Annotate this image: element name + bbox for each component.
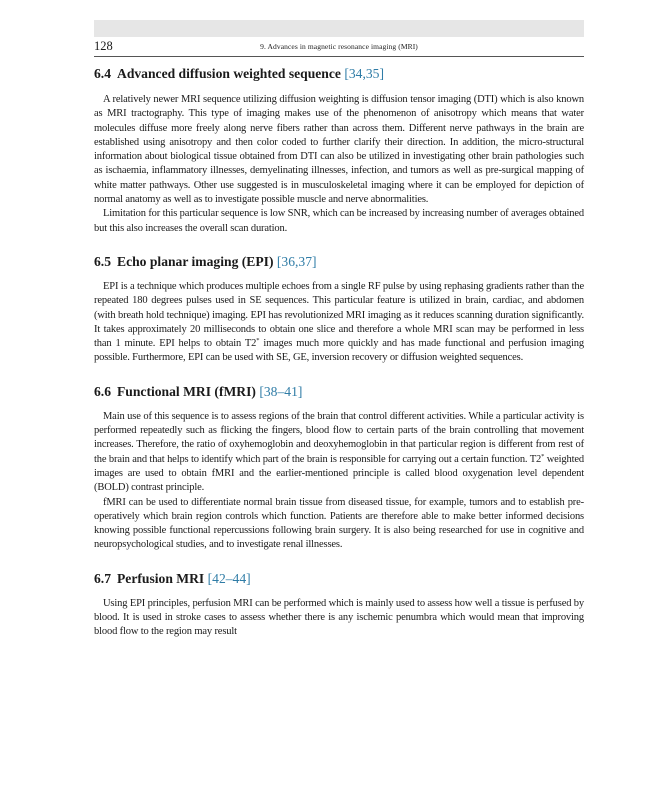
section-functional-mri (94, 383, 584, 553)
running-head: 9. Advances in magnetic resonance imaging (MRI) (260, 42, 418, 51)
section-echo-planar (94, 253, 584, 366)
section-number: 6.7 (94, 570, 111, 586)
section-heading (94, 253, 584, 271)
section-number: 6.6 (94, 383, 111, 399)
section-citation[interactable]: [38–41] (259, 383, 303, 399)
section-citation[interactable]: [42–44] (207, 570, 251, 586)
section-advanced-diffusion (94, 65, 584, 236)
section-heading (94, 383, 584, 401)
section-perfusion-mri (94, 570, 584, 640)
section-title: Perfusion MRI (117, 570, 205, 586)
section-number: 6.4 (94, 66, 111, 81)
section-heading (94, 570, 584, 588)
paragraph: Limitation for this particular sequence is low SNR, which can be increased by increasing number of averages obtained but this also increases the overall scan duration. (94, 208, 584, 234)
paragraph: Main use of this sequence is to assess regions of the brain that control different activities. While a particular activity is performed repeatedly such as flicking the fingers, blood flow to certain parts of the brain controlling that movement increases. Therefore, the ratio of oxyhemoglobin and deoxyhemoglobin in that particular region is different from rest of the brain and that helps to identify which part of the brain is responsible for carrying out a certain function. T2* weighted images are used to obtain fMRI and the earlier-mentioned principle is called blood oxygenation level dependent (BOLD) contrast principle. (94, 410, 584, 494)
section-title: Functional MRI (fMRI) (117, 383, 256, 399)
section-title: Advanced diffusion weighted sequence (117, 66, 341, 81)
section-title: Echo planar imaging (EPI) (117, 253, 274, 269)
page-header (94, 38, 584, 57)
section-citation[interactable]: [34,35] (344, 66, 384, 81)
section-citation[interactable]: [36,37] (276, 253, 317, 269)
paragraph: A relatively newer MRI sequence utilizing diffusion weighting is diffusion tensor imaging (DTI) which is also known as MRI tractography. This type of imaging makes use of the phenomenon of anisotropy which means that water molecules diffuse more freely along nerve fibers rather than across them. Different nerve pathways in the brain are established using anisotropy and then color coded to further clarify their direction. In addition, the micro-structural information about biological tissue obtained from DTI can also be utilized in investigating other brain pathologies such as ischaemia, inflammatory illnesses, demyelinating illnesses, infection, and tumors as well as pre-surgical mapping of white matter pathways. Other use suggested is in musculoskeletal imaging where it can be employed for depiction of normal anatomy as well as to investigate possible muscle and nerve abnormalities. (94, 94, 584, 206)
page-number: 128 (94, 39, 113, 53)
paragraph: fMRI can be used to differentiate normal brain tissue from diseased tissue, for example, tumors and to establish pre-operatively which brain region controls which function. Patients are therefore able to make better informed decisions knowing possible functional repercussions following brain surgery. It is also being researched for use in cognitive and neuropsychological studies, and to investigate renal illnesses. (94, 496, 584, 551)
paragraph: EPI is a technique which produces multiple echoes from a single RF pulse by using rephasing gradients rather than the repeated 180 degrees pulses used in SE sequences. This particular feature is utilized in brain, cardiac, and abdomen (with breath hold technique) imaging. EPI has revolutionized MRI imaging as it reduces scanning duration significantly. It takes approximately 20 milliseconds to obtain one slice and therefore a whole MRI scan may be performed in less than 1 minute. EPI helps to obtain T2* images much more quickly and has made functional and perfusion imaging possible. Furthermore, EPI can be used with SE, GE, inversion recovery or diffusion weighted sequences. (94, 280, 584, 364)
paragraph: Using EPI principles, perfusion MRI can be performed which is mainly used to assess how well a tissue is perfused by blood. It is used in stroke cases to assess whether there is any ischemic penumbra which would mean that improving blood flow to the region may result (94, 597, 584, 638)
top-gray-bar (94, 20, 584, 37)
page-body (94, 56, 584, 640)
section-heading (94, 65, 584, 83)
section-number: 6.5 (94, 253, 111, 269)
